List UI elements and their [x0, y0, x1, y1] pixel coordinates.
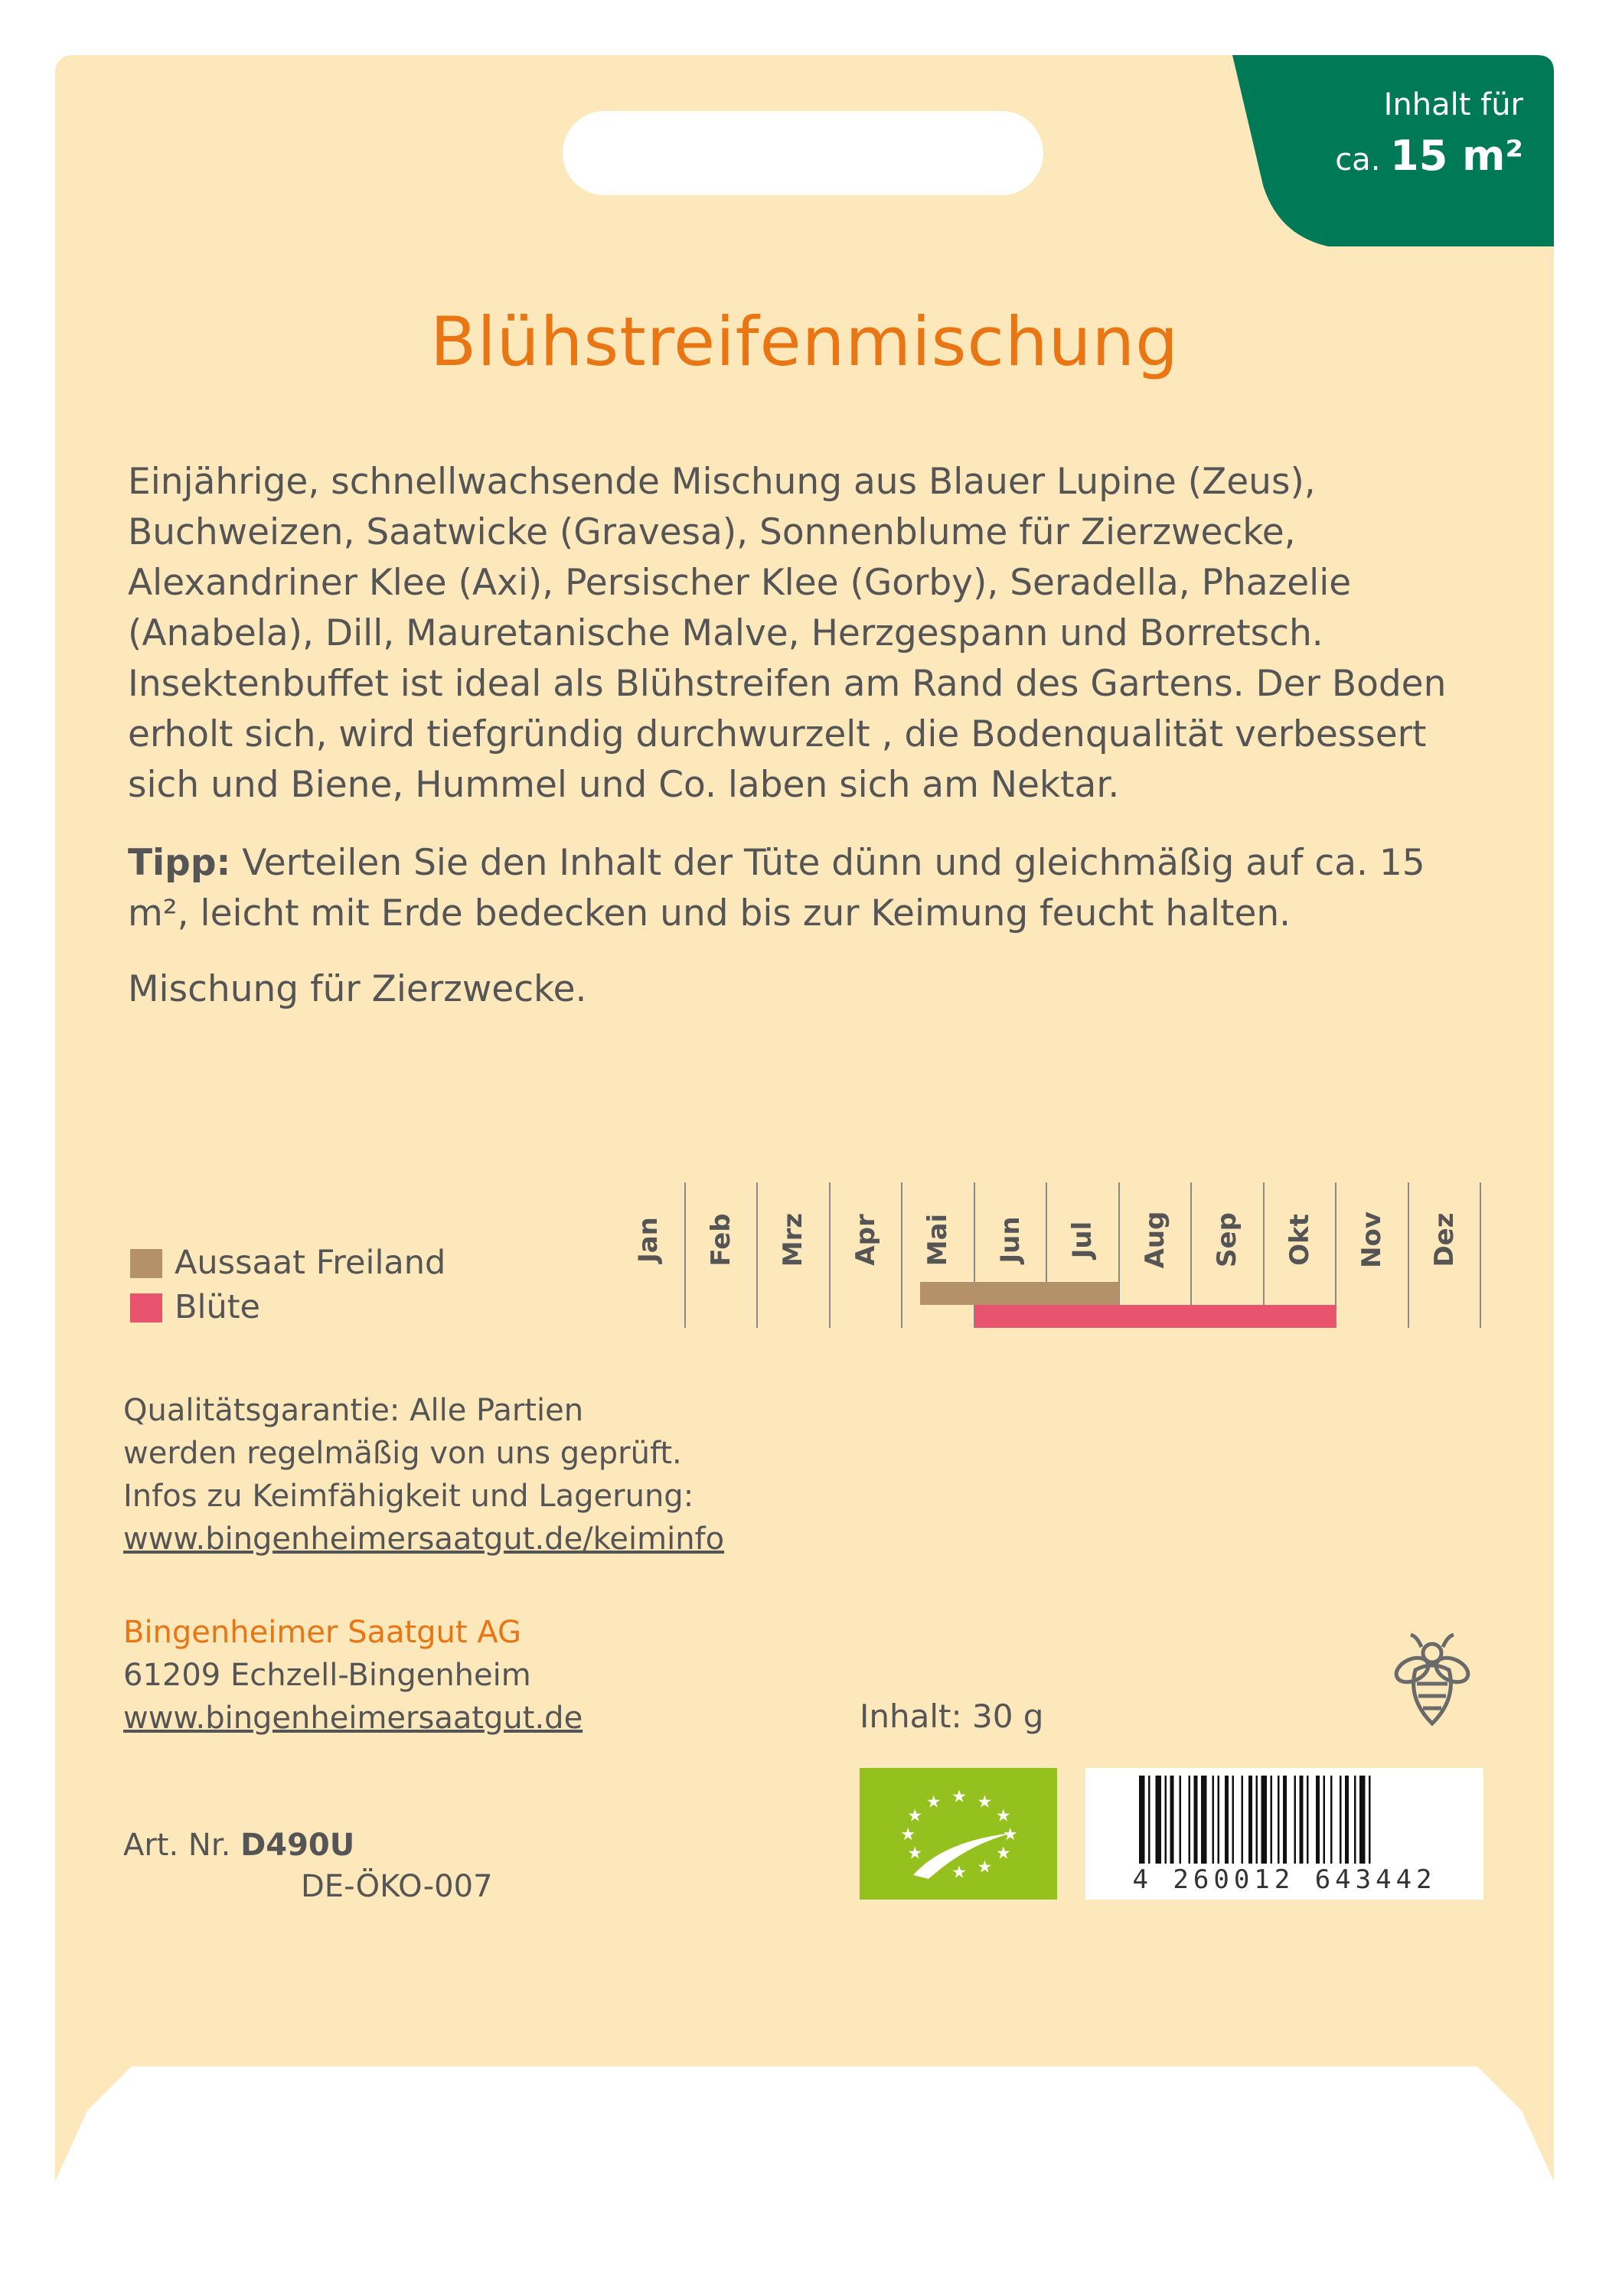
barcode-bar [1369, 1776, 1371, 1864]
eu-star: ★ [951, 1787, 967, 1807]
company-address [123, 1611, 583, 1740]
legend-sowing [130, 1244, 445, 1282]
month-label: Sep [1212, 1212, 1242, 1267]
eu-star: ★ [925, 1792, 942, 1812]
article-label: Art. Nr. [123, 1828, 231, 1863]
month-divider [1408, 1182, 1409, 1328]
legend-bloom-label: Blüte [175, 1288, 261, 1326]
tip-label: Tipp: [128, 842, 231, 884]
barcode-bar [1278, 1776, 1280, 1864]
quality-guarantee [123, 1389, 724, 1561]
month-jun [974, 1198, 1046, 1282]
month-label: Feb [705, 1213, 736, 1267]
legend-bloom-swatch [130, 1293, 162, 1322]
month-mai [902, 1198, 974, 1282]
eu-star: ★ [977, 1792, 993, 1812]
bee-icon [1389, 1630, 1475, 1730]
barcode-bar [1340, 1776, 1342, 1864]
barcode-bar [1307, 1776, 1309, 1864]
eu-organic-leaf-logo [860, 1768, 1057, 1900]
barcode-bar [1354, 1776, 1356, 1864]
month-feb [685, 1198, 757, 1282]
eu-star: ★ [1002, 1825, 1018, 1844]
month-label: Jan [633, 1217, 664, 1263]
month-label: Jun [994, 1216, 1026, 1264]
barcode-bar [1189, 1776, 1191, 1864]
legend-sowing-label: Aussaat Freiland [175, 1244, 446, 1282]
product-title: Blühstreifenmischung [429, 302, 1180, 381]
company-website-link[interactable]: www.bingenheimersaatgut.de [123, 1701, 583, 1736]
month-label: Nov [1356, 1212, 1387, 1268]
barcode-number: 4 260012 643442 [1132, 1864, 1437, 1895]
barcode-bar [1316, 1776, 1320, 1864]
barcode-bar [1218, 1776, 1220, 1864]
quality-line-2: werden regelmäßig von uns geprüft. [123, 1436, 682, 1471]
barcode-bar [1170, 1776, 1174, 1864]
badge-amount: 15 m² [1390, 132, 1523, 180]
month-divider [901, 1182, 902, 1328]
month-label: Okt [1284, 1214, 1315, 1266]
month-divider [756, 1182, 758, 1328]
barcode-bar [1271, 1776, 1273, 1864]
barcode-bar [1139, 1776, 1145, 1864]
article-number [123, 1828, 354, 1863]
eu-star: ★ [900, 1825, 916, 1844]
article-code: D490U [240, 1828, 355, 1863]
month-divider [829, 1182, 831, 1328]
barcode-bar [1201, 1776, 1207, 1864]
badge-line-1: Inhalt für [1383, 87, 1523, 122]
month-okt [1264, 1198, 1336, 1282]
content-badge [1232, 55, 1554, 246]
barcode-bar [1345, 1776, 1349, 1864]
eu-star: ★ [995, 1806, 1011, 1826]
hang-hole [563, 111, 1043, 195]
description: Einjährige, schnellwachsende Mischung aus Blauer Lupine (Zeus), Buchweizen, Saatwicke (Gravesa), Sonnenblume für Zierzwecke, Alexandriner Klee (Axi), Persischer Klee (Gorby), Seradella, Phazelie (Anabela), Dill, Mauretanische Malve, Herzgespann und Borretsch. Insektenbuffet ist ideal als Blühstreifen am Rand des Gartens. Der Boden erholt sich, wird tiefgründig durchwurzelt , die Bodenqualität verbessert sich und Biene, Hummel und Co. laben sich am Nektar. [128, 461, 1447, 806]
barcode-bar [1180, 1776, 1182, 1864]
eu-star: ★ [951, 1863, 967, 1883]
barcode-bar [1261, 1776, 1268, 1864]
tip-paragraph [128, 838, 1490, 939]
legend-bloom [130, 1288, 260, 1326]
barcode-bar [1194, 1776, 1198, 1864]
month-dez [1408, 1198, 1480, 1282]
bloom-period-bar [974, 1305, 1336, 1328]
sowing-period-bar [920, 1282, 1119, 1305]
barcode-bar [1225, 1776, 1229, 1864]
month-divider [1480, 1182, 1481, 1328]
month-sep [1191, 1198, 1263, 1282]
barcode [1085, 1768, 1483, 1900]
month-nov [1336, 1198, 1408, 1282]
month-jan [612, 1198, 684, 1282]
eu-star: ★ [907, 1844, 923, 1864]
barcode-bar [1242, 1776, 1244, 1864]
barcode-bar [1232, 1776, 1235, 1864]
keiminfo-link[interactable]: www.bingenheimersaatgut.de/keiminfo [123, 1521, 725, 1557]
month-label: Aug [1139, 1211, 1170, 1269]
barcode-bar [1248, 1776, 1252, 1864]
barcode-bar [1156, 1776, 1162, 1864]
barcode-bar [1256, 1776, 1258, 1864]
badge-line-2 [1335, 132, 1523, 180]
barcode-bar [1323, 1776, 1326, 1864]
tip-text: Verteilen Sie den Inhalt der Tüte dünn und gleichmäßig auf ca. 15 m², leicht mit Erde bedecken und bis zur Keimung feucht halten. [128, 842, 1425, 934]
barcode-bar [1330, 1776, 1333, 1864]
eu-organic-stars-icon [860, 1768, 1057, 1900]
company-name: Bingenheimer Saatgut AG [123, 1615, 521, 1650]
packet-bottom-cutout [55, 2066, 1554, 2296]
month-label: Mrz [778, 1212, 808, 1267]
sowing-calendar [612, 1182, 1485, 1328]
barcode-bar [1294, 1776, 1297, 1864]
quality-line-1: Qualitätsgarantie: Alle Partien [123, 1393, 584, 1428]
eu-star: ★ [977, 1857, 993, 1877]
eu-star: ★ [995, 1844, 1011, 1864]
barcode-bar [1300, 1776, 1304, 1864]
organic-control-code: DE-ÖKO-007 [301, 1869, 493, 1904]
barcode-bar [1359, 1776, 1366, 1864]
barcode-bar [1212, 1776, 1215, 1864]
month-apr [830, 1198, 902, 1282]
month-divider [684, 1182, 686, 1328]
eu-star: ★ [907, 1806, 923, 1826]
barcode-bar [1165, 1776, 1167, 1864]
barcode-bars [1085, 1768, 1483, 1867]
company-city: 61209 Echzell-Bingenheim [123, 1658, 531, 1693]
month-label: Mai [922, 1213, 953, 1267]
ornamental-note: Mischung für Zierzwecke. [128, 968, 587, 1010]
month-aug [1119, 1198, 1191, 1282]
quality-line-3: Infos zu Keimfähigkeit und Lagerung: [123, 1479, 694, 1514]
month-jul [1046, 1198, 1118, 1282]
legend-sowing-swatch [130, 1249, 162, 1278]
badge-prefix: ca. [1335, 142, 1381, 178]
month-label: Jul [1067, 1221, 1098, 1259]
month-label: Apr [850, 1214, 881, 1266]
month-mrz [757, 1198, 829, 1282]
month-label: Dez [1428, 1212, 1460, 1267]
barcode-bar [1283, 1776, 1287, 1864]
content-weight: Inhalt: 30 g [860, 1698, 1044, 1735]
barcode-bar [1148, 1776, 1150, 1864]
